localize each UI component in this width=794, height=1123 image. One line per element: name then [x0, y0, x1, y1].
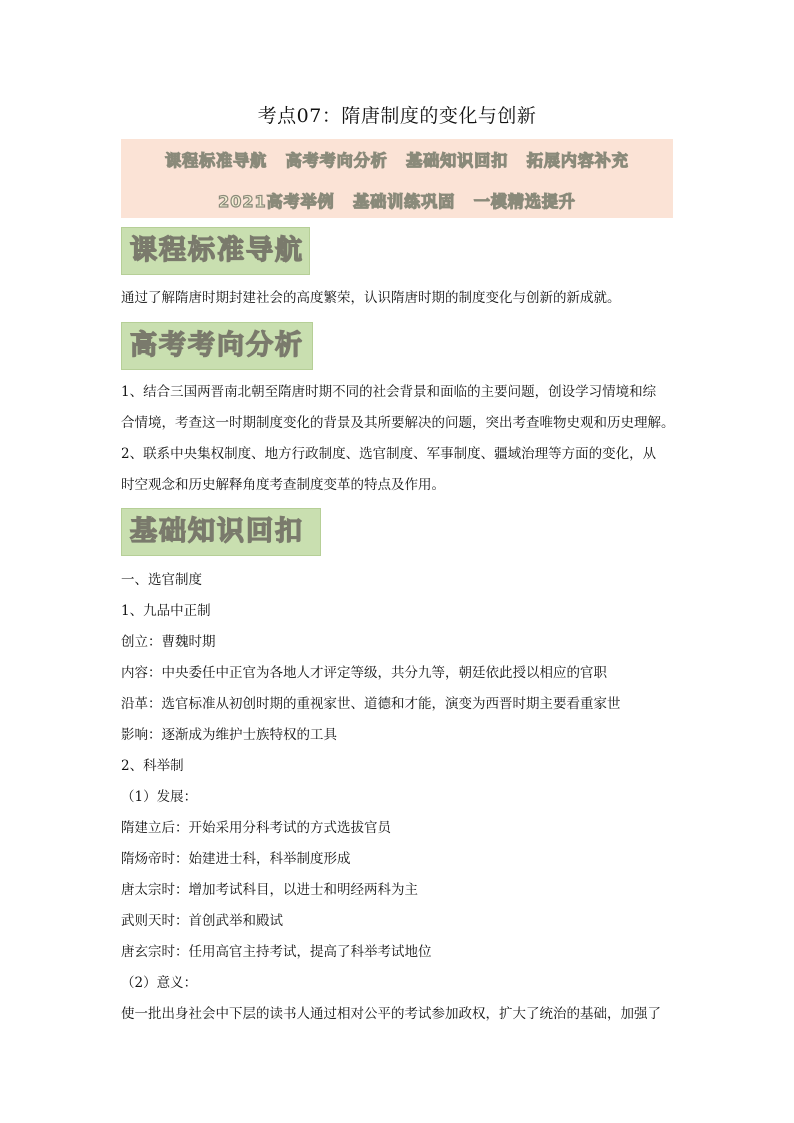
basics-line: 使一批出身社会中下层的读书人通过相对公平的考试参加政权，扩大了统治的基础，加强了	[121, 1006, 661, 1022]
nav-row-1	[121, 148, 673, 171]
basics-line: 唐太宗时：增加考试科目，以进士和明经两科为主	[121, 882, 418, 898]
basics-line: 沿革：选官标准从初创时期的重视家世、道德和才能，演变为西晋时期主要看重家世	[121, 696, 621, 712]
nav-link-basics-review[interactable]: 基础知识回扣	[406, 151, 509, 170]
basics-line: 一、选官制度	[121, 572, 202, 588]
nav-link-exam-analysis[interactable]: 高考考向分析	[285, 151, 388, 170]
section-heading-curriculum: 课程标准导航	[121, 227, 310, 275]
exam-line: 时空观念和历史解释角度考查制度变革的特点及作用。	[121, 477, 445, 493]
basics-line: 隋炀帝时：始建进士科，科举制度形成	[121, 851, 351, 867]
basics-line: 唐玄宗时：任用高官主持考试，提高了科举考试地位	[121, 944, 432, 960]
basics-line: 影响：逐渐成为维护士族特权的工具	[121, 727, 337, 743]
nav-link-basic-training[interactable]: 基础训练巩固	[353, 192, 456, 211]
basics-line: 2、科举制	[121, 758, 184, 774]
basics-line: 创立：曹魏时期	[121, 634, 216, 650]
basics-line: 内容：中央委任中正官为各地人才评定等级，共分九等，朝廷依此授以相应的官职	[121, 665, 607, 681]
nav-row-2	[121, 189, 673, 212]
navigation-banner	[121, 139, 673, 218]
basics-line: （1）发展：	[121, 789, 198, 805]
exam-line: 1、结合三国两晋南北朝至隋唐时期不同的社会背景和面临的主要问题，创设学习情境和综	[121, 384, 657, 400]
nav-link-2021-examples[interactable]: 2021高考举例	[218, 192, 335, 211]
basics-line: 武则天时：首创武举和殿试	[121, 913, 283, 929]
page-title: 考点07：隋唐制度的变化与创新	[257, 105, 537, 127]
section-heading-basics-review: 基础知识回扣	[121, 508, 321, 556]
basics-line: （2）意义：	[121, 975, 198, 991]
nav-link-mock-selection[interactable]: 一模精选提升	[473, 192, 576, 211]
exam-line: 2、联系中央集权制度、地方行政制度、选官制度、军事制度、疆域治理等方面的变化，从	[121, 446, 657, 462]
nav-link-extension[interactable]: 拓展内容补充	[526, 151, 629, 170]
section-heading-exam-analysis: 高考考向分析	[121, 322, 313, 370]
basics-line: 1、九品中正制	[121, 603, 211, 619]
basics-line: 隋建立后：开始采用分科考试的方式选拔官员	[121, 820, 391, 836]
exam-line: 合情境，考查这一时期制度变化的背景及其所要解决的问题，突出考查唯物史观和历史理解。	[121, 415, 675, 431]
nav-link-curriculum[interactable]: 课程标准导航	[165, 151, 268, 170]
curriculum-text: 通过了解隋唐时期封建社会的高度繁荣，认识隋唐时期的制度变化与创新的新成就。	[121, 290, 621, 306]
